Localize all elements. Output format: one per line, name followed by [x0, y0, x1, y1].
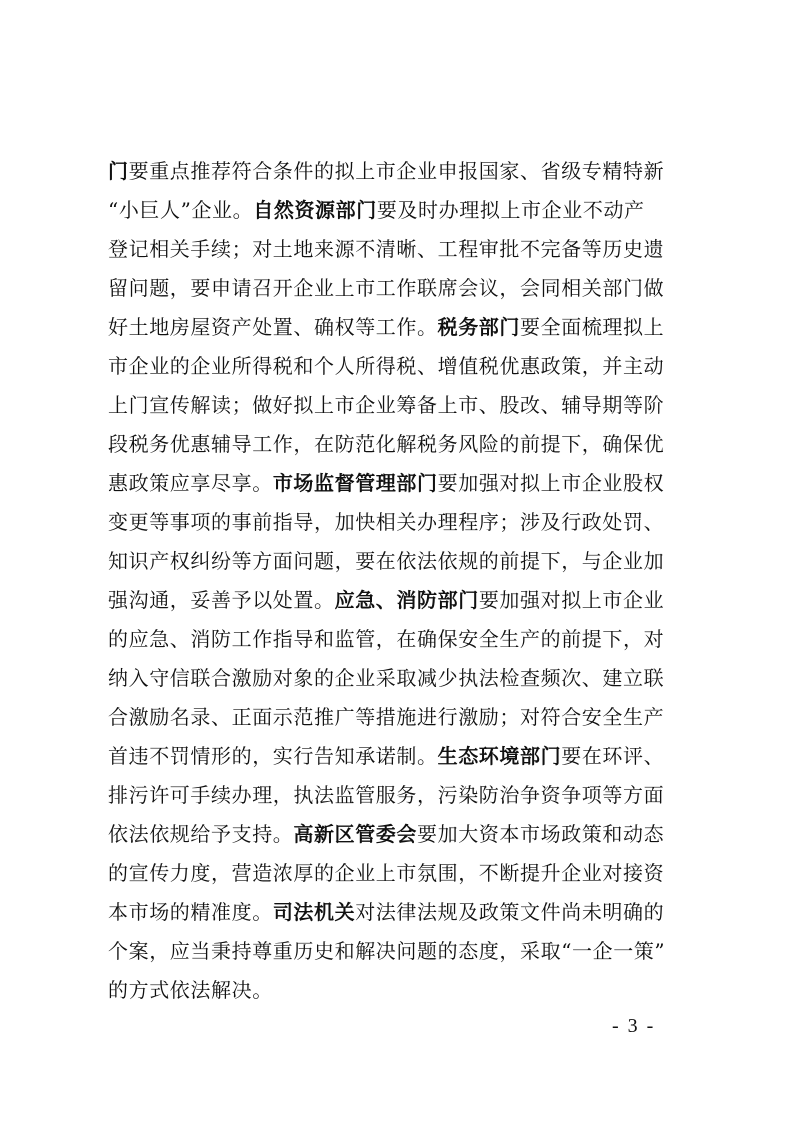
- text-segment: 要在环评、: [561, 744, 665, 768]
- text-line: [108, 347, 692, 386]
- text-segment: 知识产权纠纷等方面问题，要在依法依规的前提下，与企业加: [108, 549, 665, 573]
- department-name: 自然资源部门: [253, 198, 377, 222]
- text-segment: 要及时办理拟上市企业不动产: [376, 198, 645, 222]
- text-line: [108, 269, 692, 308]
- text-segment: 的方式依法解决。: [108, 978, 273, 1002]
- text-segment: 对法律法规及政策文件尚未明确的: [355, 900, 665, 924]
- text-segment: 变更等事项的事前指导，加快相关办理程序；涉及行政处罚、: [108, 510, 665, 534]
- text-segment: 个案，应当秉持尊重历史和解决问题的态度，采取“一企一策”: [108, 939, 666, 963]
- text-line: [108, 191, 692, 230]
- department-name: 门: [108, 159, 129, 183]
- text-segment: 市企业的企业所得税和个人所得税、增值税优惠政策，并主动: [108, 354, 665, 378]
- text-line: [108, 971, 692, 1010]
- department-name: 司法机关: [272, 900, 356, 924]
- text-segment: 纳入守信联合激励对象的企业采取减少执法检查频次、建立联: [108, 666, 665, 690]
- department-name: 应急、消防部门: [334, 588, 479, 612]
- text-line: [108, 230, 692, 269]
- text-segment: 首违不罚情形的，实行告知承诺制。: [108, 744, 438, 768]
- text-segment: 要加强对拟上市企业: [478, 588, 665, 612]
- text-segment: 本市场的精准度。: [108, 900, 273, 924]
- text-line: [108, 698, 692, 737]
- text-line: [108, 464, 692, 503]
- text-line: [108, 308, 692, 347]
- text-line: [108, 854, 692, 893]
- text-segment: 要全面梳理拟上: [520, 315, 665, 339]
- department-name: 生态环境部门: [437, 744, 562, 768]
- text-segment: 登记相关手续；对土地来源不清晰、工程审批不完备等历史遗: [108, 237, 665, 261]
- text-segment: 要重点推荐符合条件的拟上市企业申报国家、省级专精特新: [128, 159, 665, 183]
- text-line: [108, 503, 692, 542]
- department-name: 市场监督管理部门: [272, 471, 438, 495]
- text-segment: 排污许可手续办理，执法监管服务，污染防治争资争项等方面: [108, 783, 665, 807]
- text-line: [108, 776, 692, 815]
- text-segment: 强沟通，妥善予以处置。: [108, 588, 335, 612]
- text-segment: 上门宣传解读；做好拟上市企业筹备上市、股改、辅导期等阶: [108, 393, 665, 417]
- text-segment: 要加强对拟上市企业股权: [437, 471, 665, 495]
- department-name: 税务部门: [437, 315, 521, 339]
- text-line: [108, 581, 692, 620]
- text-segment: 留问题，要申请召开企业上市工作联席会议，会同相关部门做: [108, 276, 665, 300]
- text-segment: 依法依规给予支持。: [108, 822, 294, 846]
- text-line: [108, 386, 692, 425]
- text-segment: 惠政策应享尽享。: [108, 471, 273, 495]
- body-paragraph: [108, 152, 692, 1010]
- text-line: [108, 620, 692, 659]
- text-segment: 的应急、消防工作指导和监管，在确保安全生产的前提下，对: [108, 627, 665, 651]
- text-line: [108, 425, 692, 464]
- text-line: [108, 815, 692, 854]
- page-number: - 3 -: [612, 1015, 656, 1037]
- text-line: [108, 893, 692, 932]
- department-name: 高新区管委会: [293, 822, 418, 846]
- text-line: [108, 659, 692, 698]
- text-segment: 的宣传力度，营造浓厚的企业上市氛围，不断提升企业对接资: [108, 861, 665, 885]
- text-line: [108, 737, 692, 776]
- text-segment: 要加大资本市场政策和动态: [417, 822, 665, 846]
- text-line: [108, 542, 692, 581]
- text-segment: 合激励名录、正面示范推广等措施进行激励；对符合安全生产: [108, 705, 665, 729]
- text-segment: 段税务优惠辅导工作，在防范化解税务风险的前提下，确保优: [108, 432, 665, 456]
- text-segment: 好土地房屋资产处置、确权等工作。: [108, 315, 438, 339]
- text-line: [108, 932, 692, 971]
- text-line: [108, 152, 692, 191]
- text-segment: “小巨人”企业。: [108, 198, 254, 222]
